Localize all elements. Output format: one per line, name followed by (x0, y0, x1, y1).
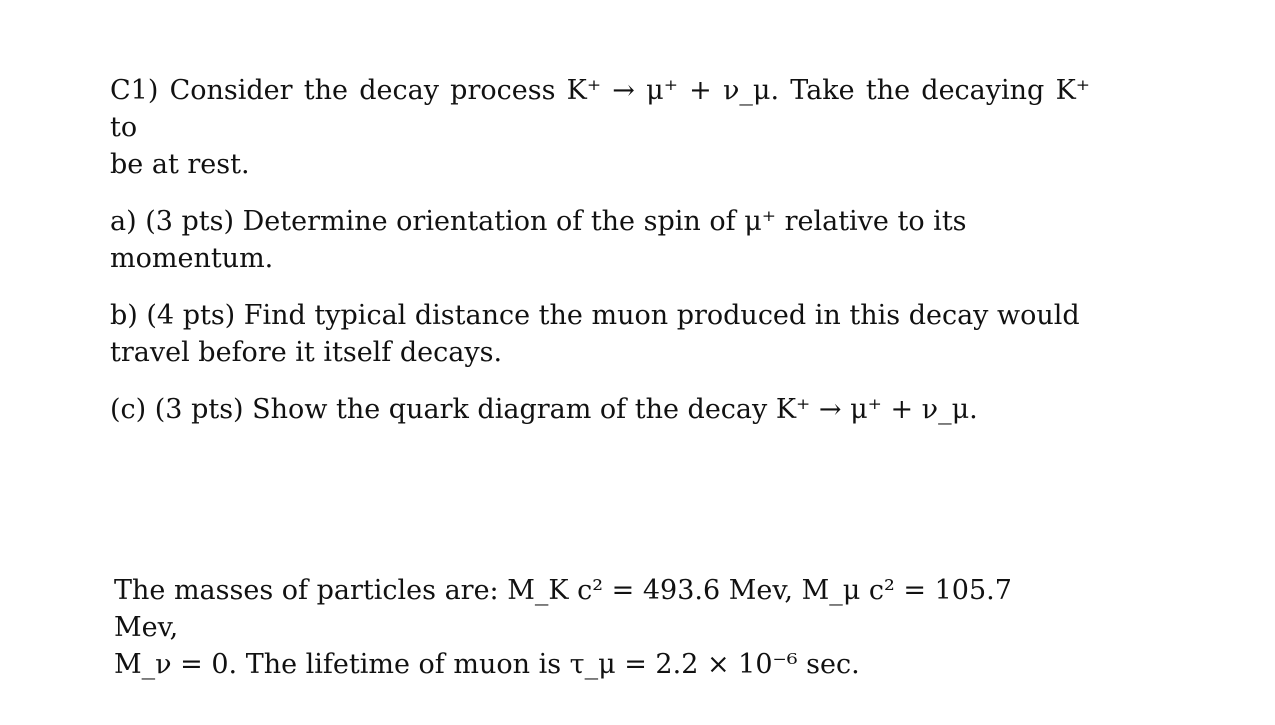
part-c-text: (c) (3 pts) Show the quark diagram of the decay K⁺ → μ⁺ + ν_μ. (110, 394, 978, 425)
part-c (110, 391, 1090, 428)
problem-intro-line1: C1) Consider the decay process K⁺ → μ⁺ + ν_μ. Take the decaying K⁺ to (110, 75, 1090, 143)
masses-line1: The masses of particles are: M_K c² = 493.6 Mev, M_μ c² = 105.7 Mev, (114, 575, 1012, 643)
masses-line2: M_ν = 0. The lifetime of muon is τ_μ = 2.2 × 10⁻⁶ sec. (114, 649, 860, 680)
masses-note (114, 572, 1074, 683)
problem-intro (110, 72, 1090, 183)
part-b-line1: b) (4 pts) Find typical distance the muon produced in this decay would (110, 300, 1080, 331)
part-a-text: a) (3 pts) Determine orientation of the spin of μ⁺ relative to its momentum. (110, 206, 967, 274)
part-b-line2: travel before it itself decays. (110, 337, 503, 368)
part-b (110, 297, 1090, 371)
part-a (110, 203, 1090, 277)
problem-c1 (110, 72, 1090, 448)
problem-intro-line2: be at rest. (110, 149, 250, 180)
